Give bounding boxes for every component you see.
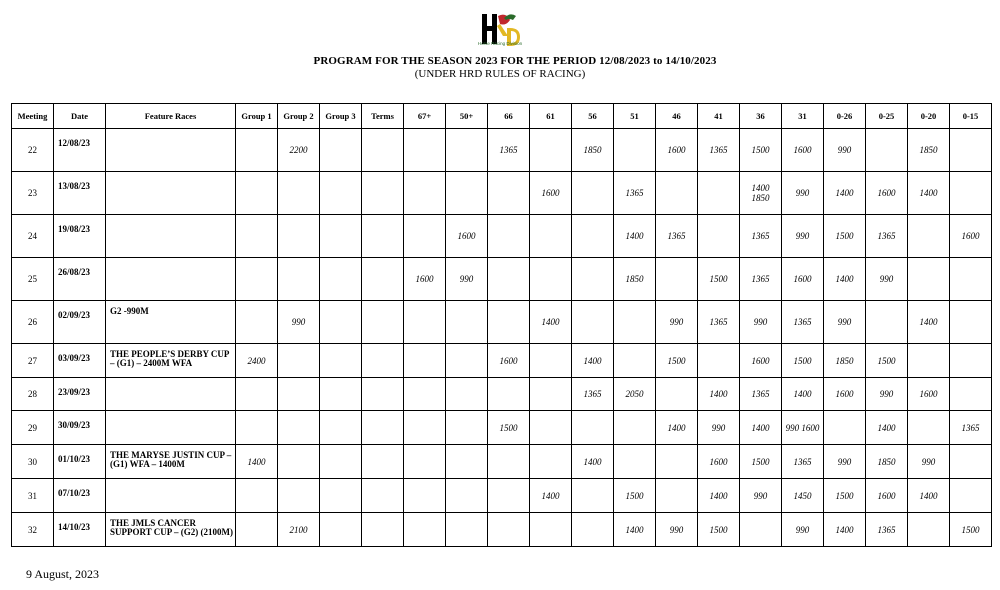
- column-header: Terms: [362, 104, 404, 129]
- distance-cell: 1500: [782, 344, 824, 378]
- distance-cell: [278, 479, 320, 513]
- table-row: [12, 344, 992, 378]
- distance-cell: [236, 411, 278, 445]
- distance-cell: [698, 344, 740, 378]
- column-header: 46: [656, 104, 698, 129]
- distance-cell: [362, 513, 404, 547]
- distance-cell: 1400: [572, 445, 614, 479]
- distance-cell: [362, 378, 404, 411]
- distance-cell: [950, 378, 992, 411]
- distance-cell: [950, 172, 992, 215]
- column-header: Group 3: [320, 104, 362, 129]
- distance-cell: [320, 513, 362, 547]
- distance-cell: 1400: [236, 445, 278, 479]
- table-row: [12, 378, 992, 411]
- distance-cell: 990: [740, 301, 782, 344]
- meeting-cell: 24: [12, 215, 54, 258]
- feature-race-cell: G2 -990M: [106, 301, 236, 344]
- distance-cell: [572, 479, 614, 513]
- table-row: [12, 172, 992, 215]
- distance-cell: [530, 513, 572, 547]
- distance-cell: 1400: [740, 411, 782, 445]
- date-cell: 03/09/23: [54, 344, 106, 378]
- date-cell: 07/10/23: [54, 479, 106, 513]
- column-header: Date: [54, 104, 106, 129]
- distance-cell: [404, 172, 446, 215]
- distance-cell: [404, 445, 446, 479]
- distance-cell: 1365: [614, 172, 656, 215]
- column-header: 0-15: [950, 104, 992, 129]
- distance-cell: [278, 411, 320, 445]
- distance-cell: [866, 301, 908, 344]
- distance-cell: [908, 215, 950, 258]
- distance-cell: 1500: [740, 445, 782, 479]
- distance-cell: [950, 258, 992, 301]
- distance-cell: 2100: [278, 513, 320, 547]
- page-title: PROGRAM FOR THE SEASON 2023 FOR THE PERIOD 12/08/2023 to 14/10/2023: [313, 55, 717, 67]
- distance-cell: 990: [824, 301, 866, 344]
- distance-cell: [488, 215, 530, 258]
- meeting-cell: 27: [12, 344, 54, 378]
- distance-cell: [320, 258, 362, 301]
- distance-cell: [362, 301, 404, 344]
- distance-cell: [404, 129, 446, 172]
- distance-cell: 1600: [824, 378, 866, 411]
- distance-cell: 1400: [656, 411, 698, 445]
- date-cell: 02/09/23: [54, 301, 106, 344]
- distance-cell: 1850: [908, 129, 950, 172]
- distance-cell: 1500: [656, 344, 698, 378]
- distance-cell: [278, 215, 320, 258]
- distance-cell: [404, 301, 446, 344]
- distance-cell: 1600: [530, 172, 572, 215]
- table-row: [12, 479, 992, 513]
- distance-cell: [614, 301, 656, 344]
- distance-cell: 1600: [740, 344, 782, 378]
- table-row: [12, 301, 992, 344]
- distance-cell: [362, 172, 404, 215]
- distance-cell: [866, 129, 908, 172]
- distance-cell: 990: [278, 301, 320, 344]
- distance-cell: 2200: [278, 129, 320, 172]
- distance-cell: [236, 301, 278, 344]
- distance-cell: 1600: [782, 258, 824, 301]
- distance-cell: [278, 258, 320, 301]
- feature-race-cell: [106, 129, 236, 172]
- distance-cell: [362, 411, 404, 445]
- distance-cell: [446, 129, 488, 172]
- distance-cell: [656, 172, 698, 215]
- date-cell: 13/08/23: [54, 172, 106, 215]
- distance-cell: 1600: [908, 378, 950, 411]
- distance-cell: [488, 172, 530, 215]
- meeting-cell: 26: [12, 301, 54, 344]
- distance-cell: [824, 411, 866, 445]
- distance-cell: 1500: [698, 513, 740, 547]
- distance-cell: 1400: [572, 344, 614, 378]
- column-header: 31: [782, 104, 824, 129]
- distance-cell: [656, 445, 698, 479]
- date-cell: 23/09/23: [54, 378, 106, 411]
- distance-cell: 990: [866, 378, 908, 411]
- column-header: 51: [614, 104, 656, 129]
- distance-cell: [950, 445, 992, 479]
- distance-cell: [362, 258, 404, 301]
- column-header: Feature Races: [106, 104, 236, 129]
- distance-cell: 1400: [824, 513, 866, 547]
- feature-race-cell: [106, 258, 236, 301]
- distance-cell: 1600: [698, 445, 740, 479]
- table-row: [12, 129, 992, 172]
- table-header-row: [12, 104, 992, 129]
- distance-cell: 1400: [530, 301, 572, 344]
- column-header: 36: [740, 104, 782, 129]
- distance-cell: 1600: [866, 479, 908, 513]
- distance-cell: [950, 301, 992, 344]
- date-cell: 19/08/23: [54, 215, 106, 258]
- distance-cell: [530, 445, 572, 479]
- program-table: [11, 103, 992, 547]
- distance-cell: [236, 129, 278, 172]
- distance-cell: [278, 344, 320, 378]
- distance-cell: [236, 172, 278, 215]
- meeting-cell: 25: [12, 258, 54, 301]
- distance-cell: 1400 1850: [740, 172, 782, 215]
- date-cell: 30/09/23: [54, 411, 106, 445]
- distance-cell: 1365: [740, 215, 782, 258]
- distance-cell: 1365: [866, 513, 908, 547]
- distance-cell: 1400: [908, 301, 950, 344]
- distance-cell: 1600: [656, 129, 698, 172]
- distance-cell: 990: [824, 129, 866, 172]
- distance-cell: 1365: [572, 378, 614, 411]
- distance-cell: [614, 344, 656, 378]
- distance-cell: 1500: [824, 215, 866, 258]
- distance-cell: 1365: [782, 445, 824, 479]
- column-header: 61: [530, 104, 572, 129]
- distance-cell: [614, 411, 656, 445]
- distance-cell: [278, 445, 320, 479]
- distance-cell: 1400: [614, 215, 656, 258]
- meeting-cell: 31: [12, 479, 54, 513]
- distance-cell: 1600: [866, 172, 908, 215]
- distance-cell: [320, 445, 362, 479]
- distance-cell: [446, 513, 488, 547]
- distance-cell: 1500: [824, 479, 866, 513]
- distance-cell: [446, 378, 488, 411]
- distance-cell: 1400: [866, 411, 908, 445]
- distance-cell: 1600: [782, 129, 824, 172]
- distance-cell: 1850: [824, 344, 866, 378]
- distance-cell: [572, 215, 614, 258]
- meeting-cell: 30: [12, 445, 54, 479]
- distance-cell: [950, 129, 992, 172]
- distance-cell: 1500: [740, 129, 782, 172]
- distance-cell: [236, 513, 278, 547]
- column-header: 0-20: [908, 104, 950, 129]
- distance-cell: [320, 344, 362, 378]
- distance-cell: [656, 479, 698, 513]
- distance-cell: [488, 445, 530, 479]
- distance-cell: 1400: [530, 479, 572, 513]
- distance-cell: [446, 301, 488, 344]
- distance-cell: [950, 344, 992, 378]
- distance-cell: [614, 445, 656, 479]
- column-header: 56: [572, 104, 614, 129]
- meeting-cell: 32: [12, 513, 54, 547]
- feature-race-cell: [106, 411, 236, 445]
- table-row: [12, 445, 992, 479]
- distance-cell: 1450: [782, 479, 824, 513]
- column-header: Group 2: [278, 104, 320, 129]
- page-subtitle: (UNDER HRD RULES OF RACING): [414, 68, 586, 80]
- distance-cell: [572, 513, 614, 547]
- column-header: 50+: [446, 104, 488, 129]
- distance-cell: [908, 258, 950, 301]
- feature-race-cell: [106, 172, 236, 215]
- column-header: Meeting: [12, 104, 54, 129]
- distance-cell: [236, 479, 278, 513]
- distance-cell: [404, 378, 446, 411]
- table-row: [12, 258, 992, 301]
- distance-cell: 1400: [908, 479, 950, 513]
- distance-cell: [362, 479, 404, 513]
- distance-cell: 990: [782, 513, 824, 547]
- distance-cell: 990: [656, 513, 698, 547]
- distance-cell: 1850: [866, 445, 908, 479]
- distance-cell: 1365: [656, 215, 698, 258]
- distance-cell: 990 1600: [782, 411, 824, 445]
- column-header: Group 1: [236, 104, 278, 129]
- distance-cell: [320, 172, 362, 215]
- distance-cell: [446, 172, 488, 215]
- distance-cell: [320, 479, 362, 513]
- distance-cell: [446, 445, 488, 479]
- distance-cell: [362, 215, 404, 258]
- distance-cell: 1365: [698, 301, 740, 344]
- distance-cell: 1500: [614, 479, 656, 513]
- feature-race-cell: THE MARYSE JUSTIN CUP – (G1) WFA – 1400M: [106, 445, 236, 479]
- table-row: [12, 411, 992, 445]
- distance-cell: [572, 411, 614, 445]
- distance-cell: 1600: [404, 258, 446, 301]
- distance-cell: [320, 411, 362, 445]
- feature-race-cell: [106, 378, 236, 411]
- meeting-cell: 23: [12, 172, 54, 215]
- distance-cell: [446, 411, 488, 445]
- column-header: 66: [488, 104, 530, 129]
- distance-cell: 1600: [950, 215, 992, 258]
- meeting-cell: 28: [12, 378, 54, 411]
- distance-cell: 1400: [824, 258, 866, 301]
- distance-cell: [278, 172, 320, 215]
- column-header: 0-26: [824, 104, 866, 129]
- distance-cell: 1365: [782, 301, 824, 344]
- distance-cell: [740, 513, 782, 547]
- distance-cell: [572, 301, 614, 344]
- distance-cell: [488, 479, 530, 513]
- distance-cell: [320, 378, 362, 411]
- distance-cell: [488, 378, 530, 411]
- distance-cell: [446, 479, 488, 513]
- distance-cell: 1400: [698, 378, 740, 411]
- column-header: 0-25: [866, 104, 908, 129]
- distance-cell: 1500: [866, 344, 908, 378]
- distance-cell: [446, 344, 488, 378]
- distance-cell: 1500: [950, 513, 992, 547]
- distance-cell: [614, 129, 656, 172]
- distance-cell: [530, 411, 572, 445]
- distance-cell: [656, 378, 698, 411]
- distance-cell: [320, 129, 362, 172]
- distance-cell: [278, 378, 320, 411]
- meeting-cell: 22: [12, 129, 54, 172]
- distance-cell: 1500: [698, 258, 740, 301]
- distance-cell: 1500: [488, 411, 530, 445]
- distance-cell: 1365: [488, 129, 530, 172]
- distance-cell: [488, 513, 530, 547]
- table-row: [12, 513, 992, 547]
- distance-cell: 990: [824, 445, 866, 479]
- distance-cell: [404, 513, 446, 547]
- distance-cell: [572, 258, 614, 301]
- distance-cell: [698, 215, 740, 258]
- meeting-cell: 29: [12, 411, 54, 445]
- distance-cell: [362, 344, 404, 378]
- feature-race-cell: [106, 479, 236, 513]
- distance-cell: [698, 172, 740, 215]
- distance-cell: [362, 445, 404, 479]
- distance-cell: 2050: [614, 378, 656, 411]
- distance-cell: [488, 301, 530, 344]
- distance-cell: 1850: [572, 129, 614, 172]
- distance-cell: [320, 301, 362, 344]
- table-row: [12, 215, 992, 258]
- distance-cell: 1600: [488, 344, 530, 378]
- distance-cell: 2400: [236, 344, 278, 378]
- distance-cell: 990: [782, 215, 824, 258]
- distance-cell: [530, 215, 572, 258]
- date-cell: 14/10/23: [54, 513, 106, 547]
- distance-cell: [572, 172, 614, 215]
- distance-cell: 990: [908, 445, 950, 479]
- distance-cell: 990: [446, 258, 488, 301]
- footer-date: 9 August, 2023: [26, 567, 100, 581]
- distance-cell: [908, 411, 950, 445]
- distance-cell: 1365: [950, 411, 992, 445]
- distance-cell: [236, 378, 278, 411]
- feature-race-cell: [106, 215, 236, 258]
- distance-cell: [236, 258, 278, 301]
- feature-race-cell: THE JMLS CANCER SUPPORT CUP – (G2) (2100M): [106, 513, 236, 547]
- distance-cell: 1365: [740, 258, 782, 301]
- distance-cell: 990: [656, 301, 698, 344]
- feature-race-cell: THE PEOPLE’S DERBY CUP – (G1) – 2400M WFA: [106, 344, 236, 378]
- distance-cell: [362, 129, 404, 172]
- distance-cell: 990: [740, 479, 782, 513]
- distance-cell: 1400: [698, 479, 740, 513]
- distance-cell: [656, 258, 698, 301]
- distance-cell: [908, 513, 950, 547]
- distance-cell: [404, 479, 446, 513]
- distance-cell: 1365: [866, 215, 908, 258]
- date-cell: 01/10/23: [54, 445, 106, 479]
- distance-cell: 1400: [614, 513, 656, 547]
- distance-cell: [404, 411, 446, 445]
- date-cell: 26/08/23: [54, 258, 106, 301]
- distance-cell: [530, 344, 572, 378]
- logo-caption: Horse Racing Division: [477, 41, 523, 46]
- column-header: 67+: [404, 104, 446, 129]
- distance-cell: [908, 344, 950, 378]
- distance-cell: [530, 129, 572, 172]
- distance-cell: 1365: [698, 129, 740, 172]
- distance-cell: [530, 378, 572, 411]
- distance-cell: 1600: [446, 215, 488, 258]
- distance-cell: [404, 215, 446, 258]
- distance-cell: 1400: [782, 378, 824, 411]
- distance-cell: 1850: [614, 258, 656, 301]
- distance-cell: [236, 215, 278, 258]
- date-cell: 12/08/23: [54, 129, 106, 172]
- distance-cell: [320, 215, 362, 258]
- distance-cell: [950, 479, 992, 513]
- column-header: 41: [698, 104, 740, 129]
- distance-cell: 1365: [740, 378, 782, 411]
- distance-cell: [488, 258, 530, 301]
- distance-cell: 990: [866, 258, 908, 301]
- distance-cell: 1400: [824, 172, 866, 215]
- distance-cell: [404, 344, 446, 378]
- distance-cell: 1400: [908, 172, 950, 215]
- distance-cell: 990: [782, 172, 824, 215]
- distance-cell: [530, 258, 572, 301]
- distance-cell: 990: [698, 411, 740, 445]
